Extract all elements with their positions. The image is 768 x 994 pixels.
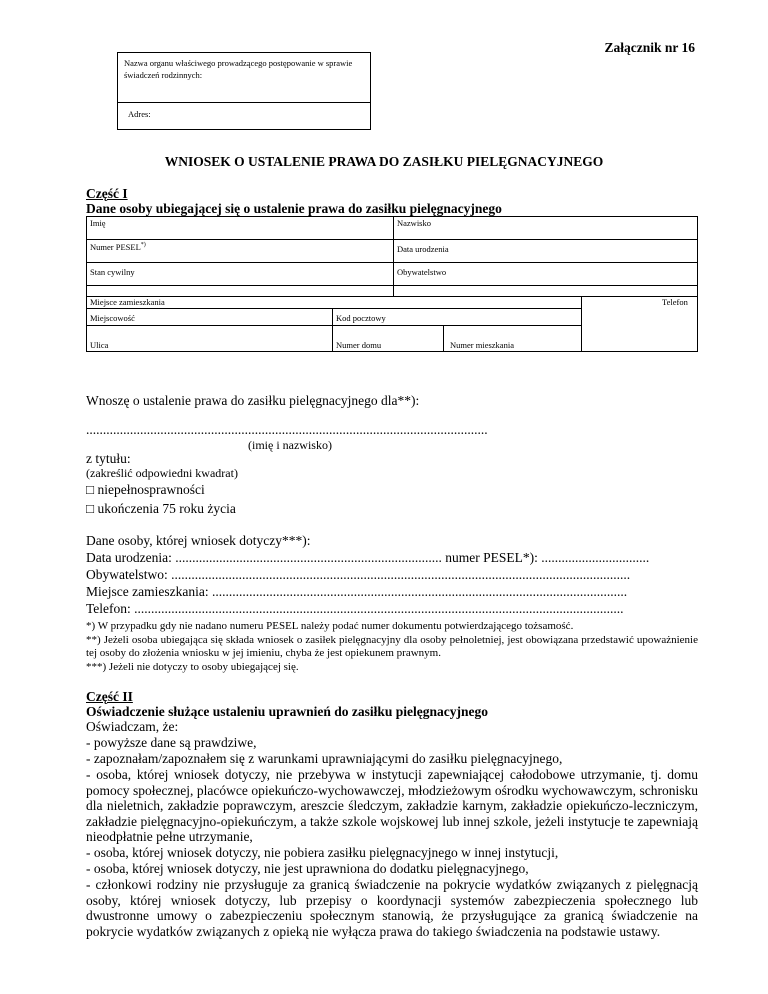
table-col-line: [332, 308, 333, 352]
applicant-data-table: [86, 216, 698, 352]
first-name-field[interactable]: Imię: [90, 218, 106, 228]
table-row-line: [86, 308, 581, 309]
authority-box: [117, 52, 371, 130]
city-field[interactable]: Miejscowość: [90, 313, 135, 323]
statement-item: - członkowi rodziny nie przysługuje za granicą świadczenie na pokrycie wydatków związanych z pielęgnacją osoby, której wniosek dotyczy, lub przepisy o koordynacji systemów zabezpieczenia społecznego lub dwustronne umowy o zabezpieczeniu społecznym stanowią, że przysługujące za granicą świadczenie na pokrycie wydatków związanych z opieką nie wyłącza prawa do takiego świadczenia na podstawie ustawy.: [86, 877, 698, 939]
table-border: [86, 351, 698, 352]
table-row-line: [86, 325, 581, 326]
name-caption: (imię i nazwisko): [248, 438, 332, 452]
statement-item: - osoba, której wniosek dotyczy, nie przebywa w instytucji zapewniającej całodobowe utrzymanie, tj. domu pomocy społecznej, placówce opiekuńczo-wychowawczej, młodzieżowym ośrodku wychowawczym, schronisku dla nieletnich, zakładzie poprawczym, areszcie śledczym, zakładzie karnym, zakładzie opiekuńczo-leczniczym, zakładzie pielęgnacyjno-opiekuńczym, a także szkole wojskowej lub innej szkole, jeżeli instytucje te zapewniają nieodpłatnie pełne utrzymanie,: [86, 767, 698, 845]
part1-heading: Część I: [86, 186, 128, 201]
postal-code-field[interactable]: Kod pocztowy: [336, 313, 386, 323]
name-dotted-line[interactable]: .......................................................................................................................: [86, 422, 488, 437]
checkbox-icon[interactable]: □: [86, 501, 95, 516]
table-row-line: [86, 239, 698, 240]
table-row-line: [86, 296, 698, 297]
pesel-field[interactable]: [90, 242, 146, 252]
table-col-line: [581, 296, 582, 352]
table-row-line: [86, 285, 698, 286]
birth-date-field[interactable]: Data urodzenia: [397, 244, 449, 254]
form-title: WNIOSEK O USTALENIE PRAWA DO ZASIŁKU PIELĘGNACYJNEGO: [164, 154, 604, 169]
house-number-field[interactable]: Numer domu: [336, 340, 382, 350]
part1-subheading: Dane osoby ubiegającej się o ustalenie prawa do zasiłku pielęgnacyjnego: [86, 201, 502, 216]
pesel-label: Numer PESEL: [90, 242, 141, 252]
request-text: Wnoszę o ustalenie prawa do zasiłku pielęgnacyjnego dla**):: [86, 393, 420, 408]
table-col-line: [443, 325, 444, 352]
street-field[interactable]: Ulica: [90, 340, 109, 350]
part2-subheading: Oświadczenie służące ustaleniu uprawnień do zasiłku pielęgnacyjnego: [86, 704, 489, 719]
phone-field[interactable]: Telefon: [662, 297, 688, 307]
residence-line[interactable]: Miejsce zamieszkania: ...........................................................................................................................: [86, 584, 628, 599]
footnote-mark: *): [140, 242, 146, 249]
option-disability[interactable]: [86, 482, 205, 498]
citizenship-field[interactable]: Obywatelstwo: [397, 267, 447, 277]
statement-item: - zapoznałam/zapoznałem się z warunkami uprawniającymi do zasiłku pielęgnacyjnego,: [86, 751, 563, 766]
statement-item: - osoba, której wniosek dotyczy, nie jest uprawniona do dodatku pielęgnacyjnego,: [86, 861, 529, 876]
last-name-field[interactable]: Nazwisko: [397, 218, 431, 228]
table-col-line: [393, 216, 394, 297]
checkbox-icon[interactable]: □: [86, 482, 95, 497]
person-header: Dane osoby, której wniosek dotyczy***):: [86, 533, 311, 548]
footnote: *) W przypadku gdy nie nadano numeru PESEL należy podać numer dokumentu potwierdzającego tożsamość.: [86, 620, 574, 632]
statement-intro: Oświadczam, że:: [86, 719, 179, 734]
citizenship-line[interactable]: Obywatelstwo: ........................................................................................................................................: [86, 567, 631, 582]
footnote: **) Jeżeli osoba ubiegająca się składa wniosek o zasiłek pielęgnacyjny dla osoby pełnoletniej, jest obowiązana przedstawić upoważnienie tej osoby do złożenia wniosku w jej imieniu, chyba że jest opiekunem prawnym.: [86, 634, 698, 659]
option-label: niepełnosprawności: [97, 482, 205, 497]
residence-label: Miejsce zamieszkania: [90, 297, 165, 307]
table-border: [86, 216, 87, 352]
title-hint: (zakreślić odpowiedni kwadrat): [86, 466, 238, 480]
birth-pesel-line[interactable]: Data urodzenia: ............................................................................... numer PESEL*): ................................: [86, 550, 650, 565]
footnote: ***) Jeżeli nie dotyczy to osoby ubiegającej się.: [86, 661, 299, 673]
statement-item: - osoba, której wniosek dotyczy, nie pobiera zasiłku pielęgnacyjnego w innej instytucji,: [86, 845, 559, 860]
option-age-75[interactable]: [86, 501, 236, 517]
authority-name-label: Nazwa organu właściwego prowadzącego postępowanie w sprawie świadczeń rodzinnych:: [124, 58, 353, 80]
apartment-number-field[interactable]: Numer mieszkania: [450, 340, 514, 350]
table-border: [697, 216, 698, 352]
phone-line[interactable]: Telefon: .................................................................................................................................................: [86, 601, 624, 616]
marital-status-field[interactable]: Stan cywilny: [90, 267, 135, 277]
statement-item: - powyższe dane są prawdziwe,: [86, 735, 257, 750]
divider: [118, 102, 370, 103]
table-border: [86, 216, 698, 217]
annex-number: Załącznik nr 16: [604, 40, 695, 55]
table-row-line: [86, 262, 698, 263]
authority-address-label: Adres:: [128, 109, 151, 119]
title-label: z tytułu:: [86, 451, 131, 466]
option-label: ukończenia 75 roku życia: [97, 501, 236, 516]
part2-heading: Część II: [86, 689, 133, 704]
